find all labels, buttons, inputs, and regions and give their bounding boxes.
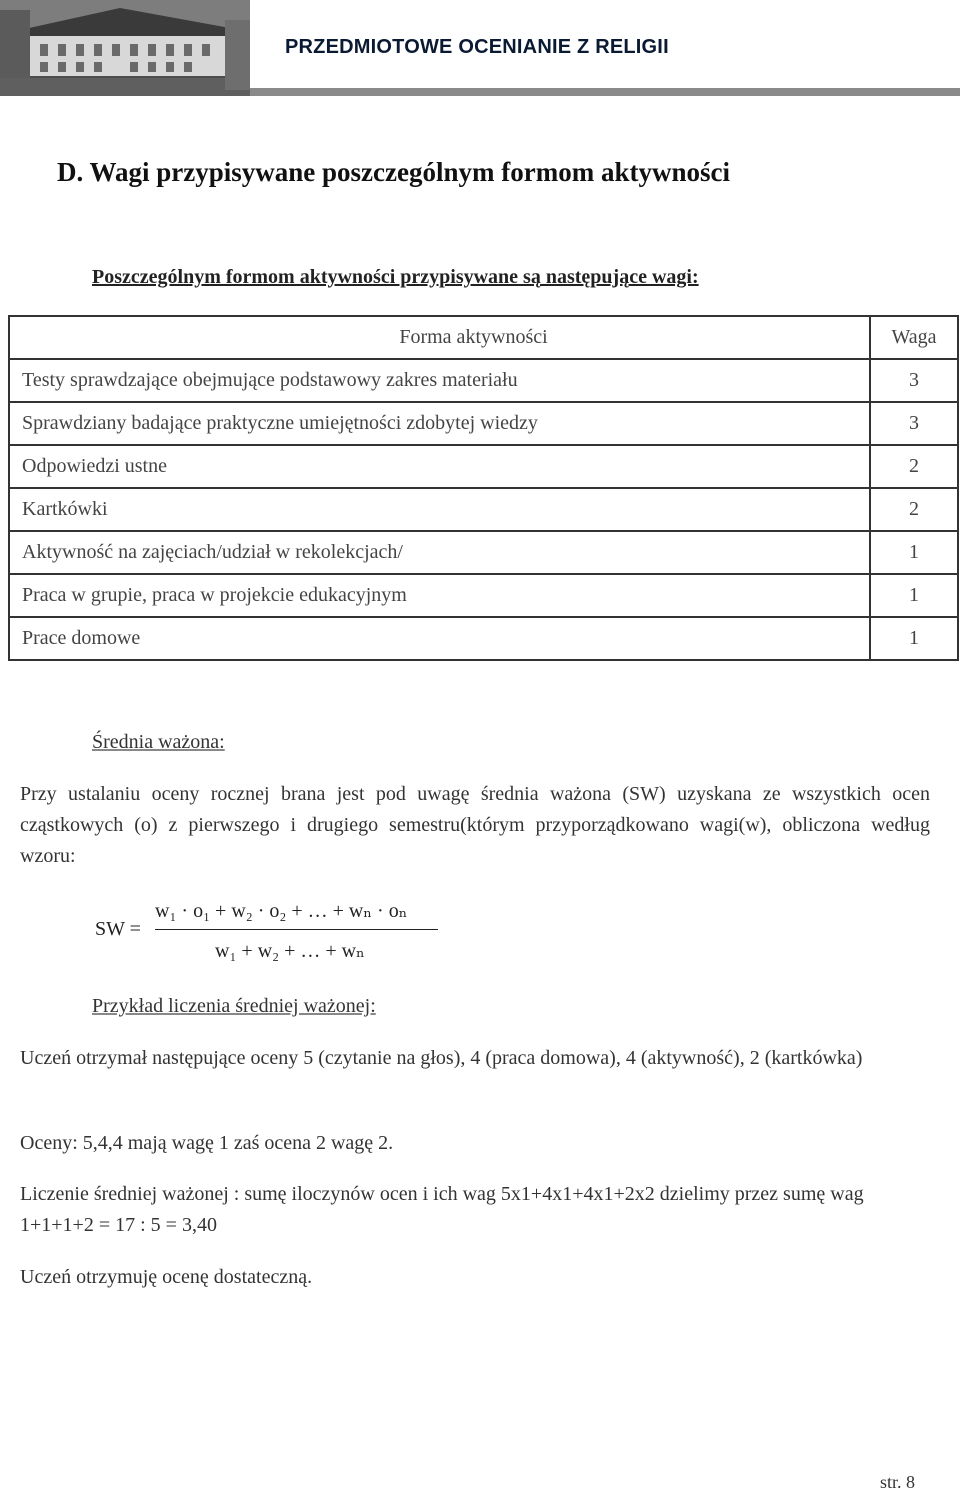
example-paragraph-4: Uczeń otrzymuję ocenę dostateczną. xyxy=(20,1266,313,1288)
section-heading: D. Wagi przypisywane poszczególnym formom aktywności xyxy=(57,157,730,187)
formula-denominator: w₁ + w₂ + … + wₙ xyxy=(215,940,365,962)
table-row xyxy=(9,488,958,531)
table-row xyxy=(9,617,958,660)
header-title: PRZEDMIOTOWE OCENIANIE Z RELIGII xyxy=(285,36,669,58)
table-header-row xyxy=(9,316,958,359)
table-row xyxy=(9,359,958,402)
activity-cell: Kartkówki xyxy=(9,488,870,531)
weighted-average-label: Średnia ważona: xyxy=(92,731,225,753)
weight-cell: 1 xyxy=(870,574,958,617)
weighted-average-description: Przy ustalaniu oceny rocznej brana jest pod uwagę średnia ważona (SW) uzyskana ze wszystkich ocen cząstkowych (o) z pierwszego i drugiego semestru(którym przyporządkowano wagi(w), obliczona według wzoru: xyxy=(20,783,930,867)
formula-lhs: SW = xyxy=(95,918,141,940)
table-row xyxy=(9,574,958,617)
weight-cell: 2 xyxy=(870,488,958,531)
activity-cell: Aktywność na zajęciach/udział w rekolekcjach/ xyxy=(9,531,870,574)
example-paragraph-1: Uczeń otrzymał następujące oceny 5 (czytanie na głos), 4 (praca domowa), 4 (aktywność), 2 (kartkówka) xyxy=(20,1047,863,1069)
activity-cell: Praca w grupie, praca w projekcie edukacyjnym xyxy=(9,574,870,617)
example-paragraph-2: Oceny: 5,4,4 mają wagę 1 zaś ocena 2 wagę 2. xyxy=(20,1132,394,1154)
weight-cell: 3 xyxy=(870,359,958,402)
example-label: Przykład liczenia średniej ważonej: xyxy=(92,995,376,1017)
weight-cell: 3 xyxy=(870,402,958,445)
activity-cell: Testy sprawdzające obejmujące podstawowy zakres materiału xyxy=(9,359,870,402)
activity-cell: Prace domowe xyxy=(9,617,870,660)
example-paragraph-3: Liczenie średniej ważonej : sumę iloczynów ocen i ich wag 5x1+4x1+4x1+2x2 dzielimy przez sumę wag 1+1+1+2 = 17 : 5 = 3,40 xyxy=(20,1183,864,1236)
weight-cell: 1 xyxy=(870,531,958,574)
activity-cell: Sprawdziany badające praktyczne umiejętności zdobytej wiedzy xyxy=(9,402,870,445)
weights-subheading: Poszczególnym formom aktywności przypisywane są następujące wagi: xyxy=(92,266,699,288)
table-row xyxy=(9,445,958,488)
weight-cell: 1 xyxy=(870,617,958,660)
weight-cell: 2 xyxy=(870,445,958,488)
formula-numerator: w₁ · o₁ + w₂ · o₂ + … + wₙ · oₙ xyxy=(155,900,408,922)
column-header-activity: Forma aktywności xyxy=(9,316,870,359)
table-row xyxy=(9,402,958,445)
weighted-average-formula xyxy=(95,898,455,968)
page-number: str. 8 xyxy=(880,1472,916,1492)
school-building-photo-icon xyxy=(0,0,250,96)
fraction-bar xyxy=(155,929,438,930)
activity-cell: Odpowiedzi ustne xyxy=(9,445,870,488)
weights-table xyxy=(8,315,959,661)
table-row xyxy=(9,531,958,574)
column-header-weight: Waga xyxy=(870,316,958,359)
header-divider xyxy=(250,88,960,96)
